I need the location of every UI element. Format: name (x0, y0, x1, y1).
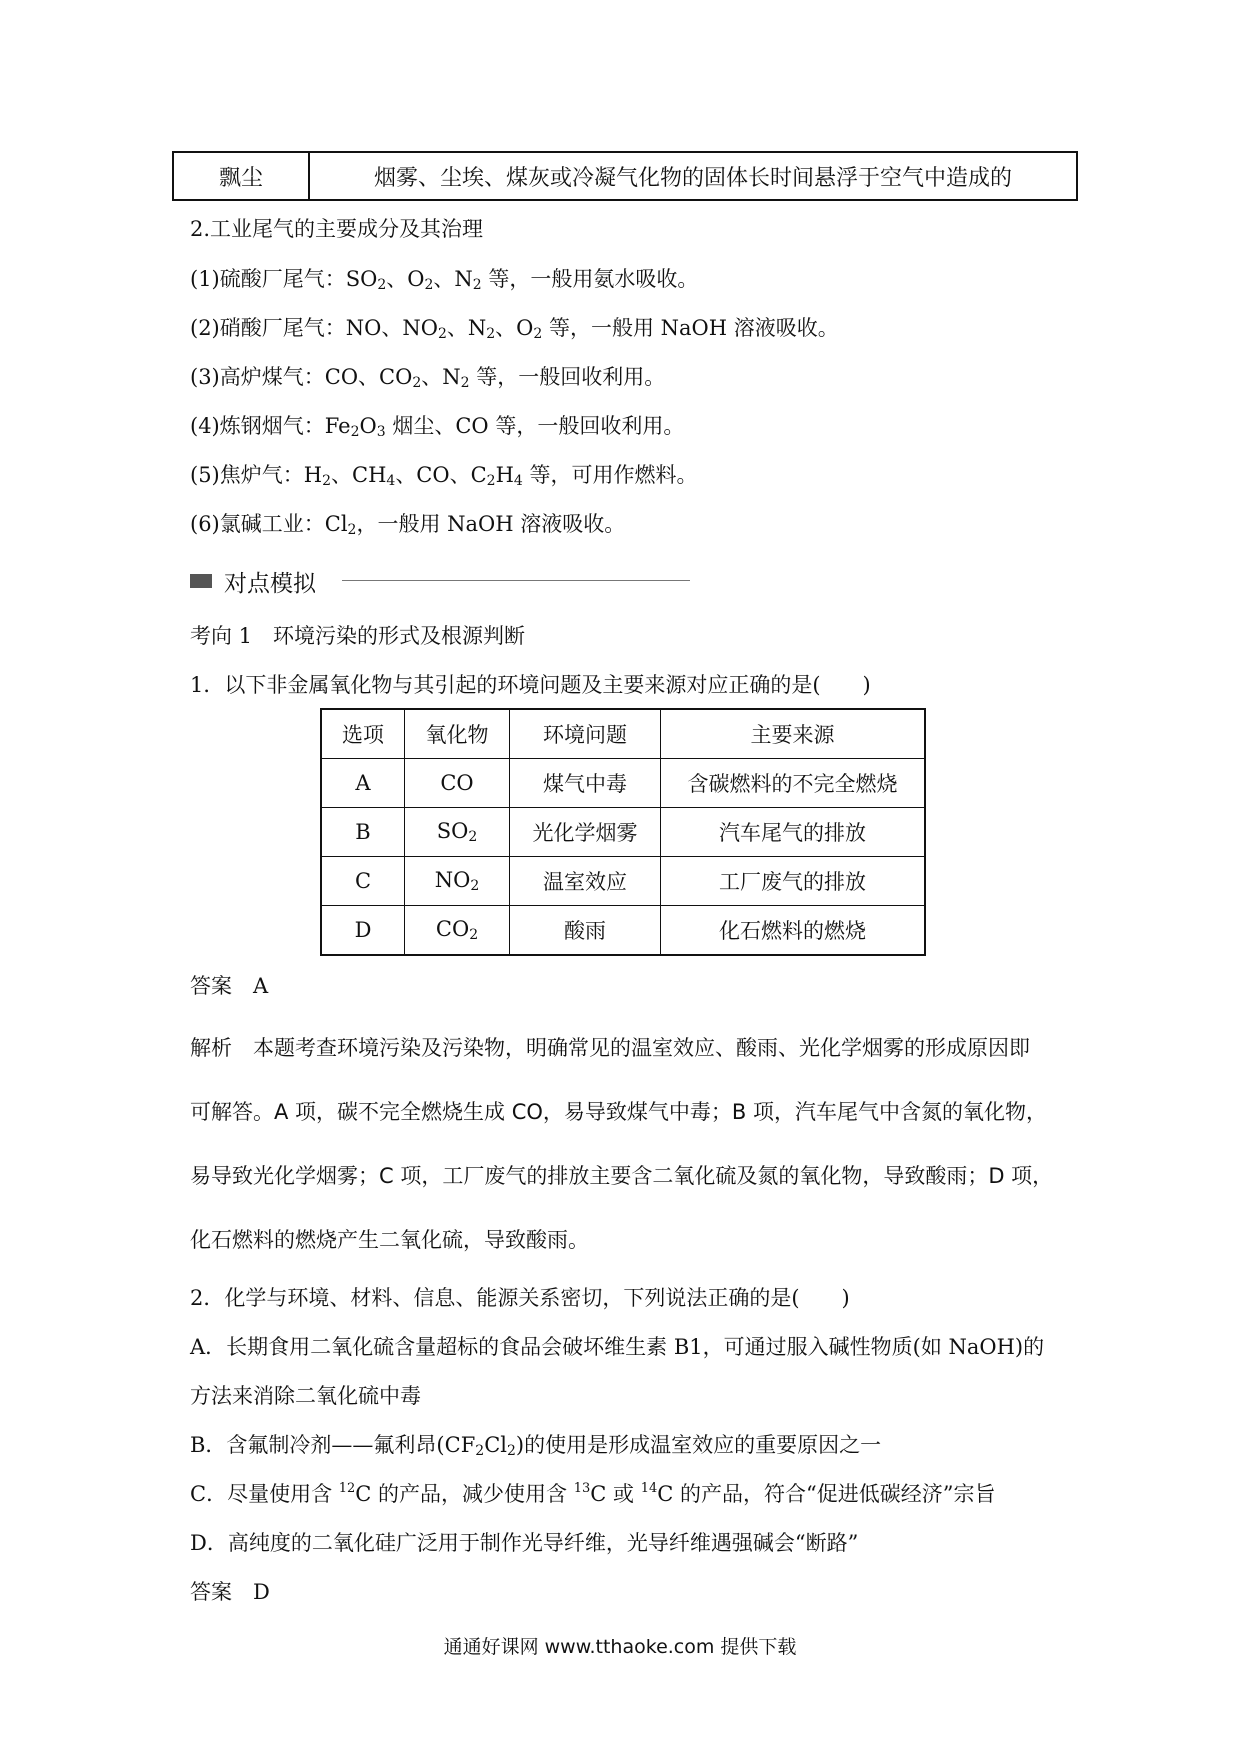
topic-heading: 考向 1 环境污染的形式及根源判断 (190, 624, 526, 648)
pollutant-table (172, 151, 1078, 201)
table-row (321, 906, 925, 956)
question-2-option-a-cont: 方法来消除二氧化硫中毒 (190, 1384, 421, 1408)
header-issue: 环境问题 (510, 709, 661, 759)
cell-source: 工厂废气的排放 (661, 857, 926, 906)
cell-oxide: $NO_2$ (405, 857, 510, 906)
cell-option: A (321, 759, 405, 808)
cell-source: 化石燃料的燃烧 (661, 906, 926, 956)
question-2-option-b: B．含氟制冷剂——氟利昂$(CF_2Cl_2)$的使用是形成温室效应的重要原因之一 (190, 1433, 882, 1459)
analysis-line: 解析 本题考查环境污染及污染物，明确常见的温室效应、酸雨、光化学烟雾的形成原因即 (190, 1036, 1030, 1060)
table-header-row (321, 709, 925, 759)
question-1-table (320, 708, 926, 956)
analysis-line: 化石燃料的燃烧产生二氧化硫，导致酸雨。 (190, 1228, 589, 1252)
item-3-label: (3)高炉煤气： (190, 365, 325, 389)
item-3: (3)高炉煤气：CO、$CO_2$、$N_2$ 等，一般回收利用。 (190, 365, 666, 391)
item-1-label: (1)硫酸厂尾气： (190, 267, 346, 291)
table-row (321, 808, 925, 857)
analysis-line: 易导致光化学烟雾；C 项，工厂废气的排放主要含二氧化硫及氮的氧化物，导致酸雨；D 项， (190, 1164, 1054, 1188)
cell-issue: 煤气中毒 (510, 759, 661, 808)
item-4-label: (4)炼钢烟气： (190, 414, 325, 438)
pollutant-description: 烟雾、尘埃、煤灰或冷凝气化物的固体长时间悬浮于空气中造成的 (309, 152, 1077, 200)
analysis-line: 可解答。A 项，碳不完全燃烧生成 CO，易导致煤气中毒；B 项，汽车尾气中含氮的氧化物， (190, 1100, 1047, 1124)
page-footer: 通通好课网 www.tthaoke.com 提供下载 (443, 1636, 797, 1658)
table-row (321, 759, 925, 808)
cell-oxide: CO (405, 759, 510, 808)
item-3-rest: 等，一般回收利用。 (476, 365, 666, 389)
item-4-rest: 烟尘、CO 等，一般回收利用。 (392, 414, 685, 438)
item-5: (5)焦炉气：$H_2$、$CH_4$、CO、$C_2H_4$ 等，可用作燃料。 (190, 463, 698, 489)
item-2-rest: 等，一般用 NaOH 溶液吸收。 (548, 316, 839, 340)
question-2-option-d: D．高纯度的二氧化硅广泛用于制作光导纤维，光导纤维遇强碱会“断路” (190, 1531, 859, 1555)
table-row (321, 857, 925, 906)
cell-issue: 酸雨 (510, 906, 661, 956)
section-title: 对点模拟 (224, 571, 316, 597)
question-1-stem: 1．以下非金属氧化物与其引起的环境问题及主要来源对应正确的是( ) (190, 673, 871, 697)
header-option: 选项 (321, 709, 405, 759)
item-4: (4)炼钢烟气：$Fe_2O_3$ 烟尘、CO 等，一般回收利用。 (190, 414, 685, 440)
cell-option: C (321, 857, 405, 906)
header-source: 主要来源 (661, 709, 926, 759)
item-5-rest: 等，可用作燃料。 (529, 463, 698, 487)
cell-oxide: $SO_2$ (405, 808, 510, 857)
item-6-rest: ，一般用 NaOH 溶液吸收。 (356, 512, 626, 536)
section-marker (190, 574, 212, 588)
section-divider (342, 580, 690, 581)
cell-oxide: $CO_2$ (405, 906, 510, 956)
cell-issue: 温室效应 (510, 857, 661, 906)
section2-title: 2.工业尾气的主要成分及其治理 (190, 217, 484, 241)
pollutant-term: 飘尘 (173, 152, 309, 200)
cell-option: B (321, 808, 405, 857)
question-1-answer: 答案 A (190, 974, 269, 998)
cell-option: D (321, 906, 405, 956)
item-2-label: (2)硝酸厂尾气： (190, 316, 346, 340)
header-oxide: 氧化物 (405, 709, 510, 759)
item-1: (1)硫酸厂尾气：$SO_2$、$O_2$、$N_2$ 等，一般用氨水吸收。 (190, 267, 699, 293)
item-2: (2)硝酸厂尾气：NO、$NO_2$、$N_2$、$O_2$ 等，一般用 NaOH 溶液吸收。 (190, 316, 839, 342)
question-2-option-a: A．长期食用二氧化硫含量超标的食品会破坏维生素 B1，可通过服入碱性物质(如 NaOH)的 (190, 1335, 1045, 1359)
question-2-option-c: C．尽量使用含 $^{12}$C 的产品，减少使用含 $^{13}$C 或 $^{14}$C 的产品，符合“促进低碳经济”宗旨 (190, 1481, 996, 1506)
item-1-rest: 等，一般用氨水吸收。 (488, 267, 699, 291)
item-6: (6)氯碱工业：$Cl_2$，一般用 NaOH 溶液吸收。 (190, 512, 626, 538)
cell-issue: 光化学烟雾 (510, 808, 661, 857)
item-5-label: (5)焦炉气： (190, 463, 304, 487)
cell-source: 汽车尾气的排放 (661, 808, 926, 857)
cell-source: 含碳燃料的不完全燃烧 (661, 759, 926, 808)
question-2-answer: 答案 D (190, 1580, 270, 1604)
question-2-stem: 2．化学与环境、材料、信息、能源关系密切，下列说法正确的是( ) (190, 1286, 850, 1310)
item-6-label: (6)氯碱工业： (190, 512, 325, 536)
